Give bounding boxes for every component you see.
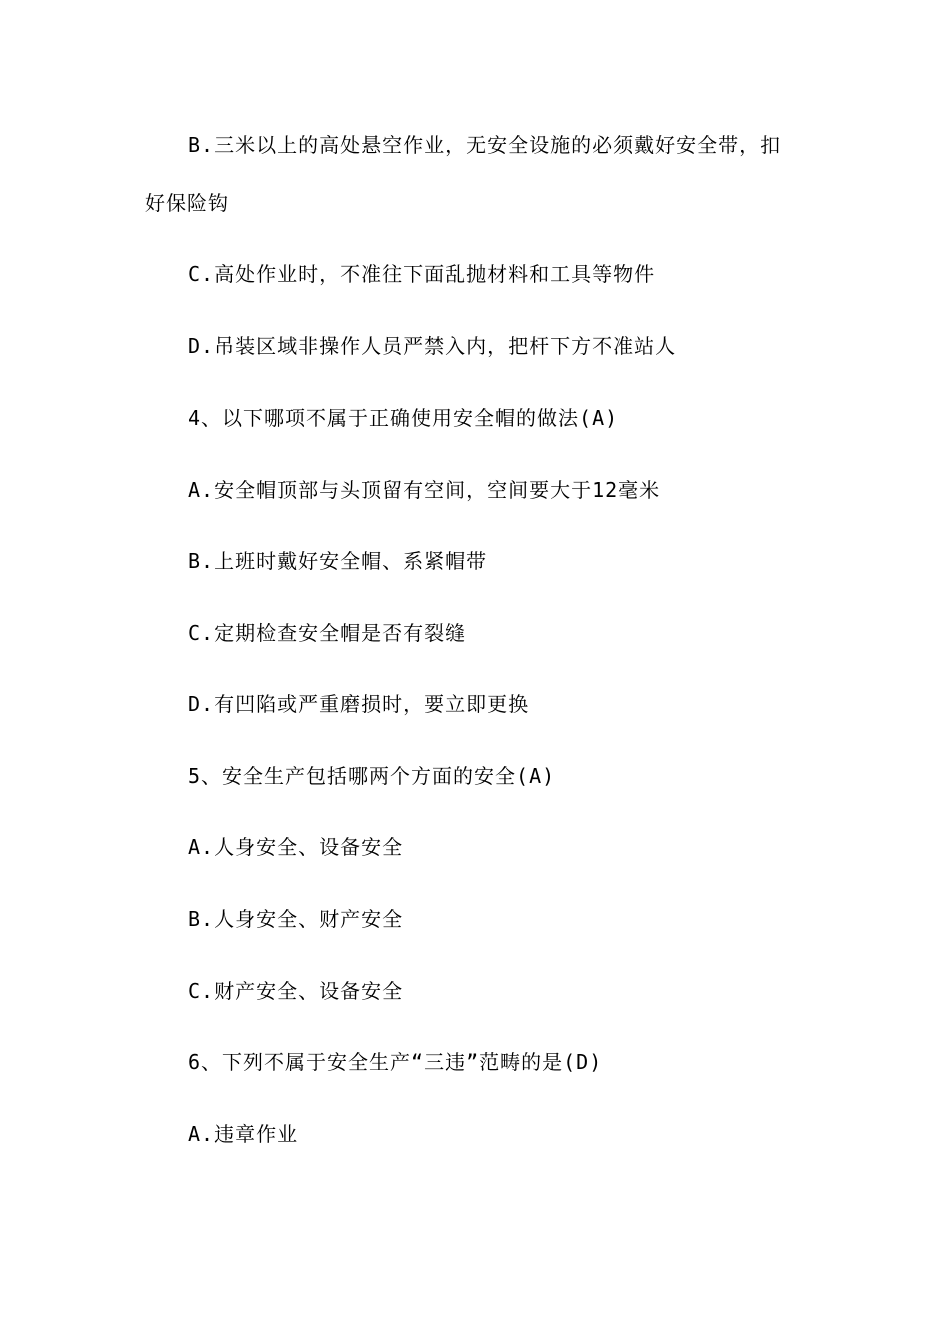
question-6: 6、下列不属于安全生产“三违”范畴的是(D): [188, 1050, 603, 1074]
q6-option-a: A.违章作业: [188, 1122, 299, 1146]
q4-option-d: D.有凹陷或严重磨损时，要立即更换: [188, 692, 530, 716]
question-4: 4、以下哪项不属于正确使用安全帽的做法(A): [188, 406, 619, 430]
q5-option-b: B.人身安全、财产安全: [188, 907, 404, 931]
option-c: C.高处作业时，不准往下面乱抛材料和工具等物件: [188, 262, 656, 286]
option-b-line-1: B.三米以上的高处悬空作业，无安全设施的必须戴好安全带，扣: [188, 133, 782, 157]
q5-option-a: A.人身安全、设备安全: [188, 835, 404, 859]
q4-option-b: B.上班时戴好安全帽、系紧帽带: [188, 549, 488, 573]
option-d: D.吊装区域非操作人员严禁入内，把杆下方不准站人: [188, 334, 677, 358]
q4-option-a: A.安全帽顶部与头顶留有空间，空间要大于12毫米: [188, 478, 661, 502]
q4-option-c: C.定期检查安全帽是否有裂缝: [188, 621, 467, 645]
q5-option-c: C.财产安全、设备安全: [188, 979, 404, 1003]
question-5: 5、安全生产包括哪两个方面的安全(A): [188, 764, 556, 788]
option-b-line-2: 好保险钩: [145, 191, 229, 215]
